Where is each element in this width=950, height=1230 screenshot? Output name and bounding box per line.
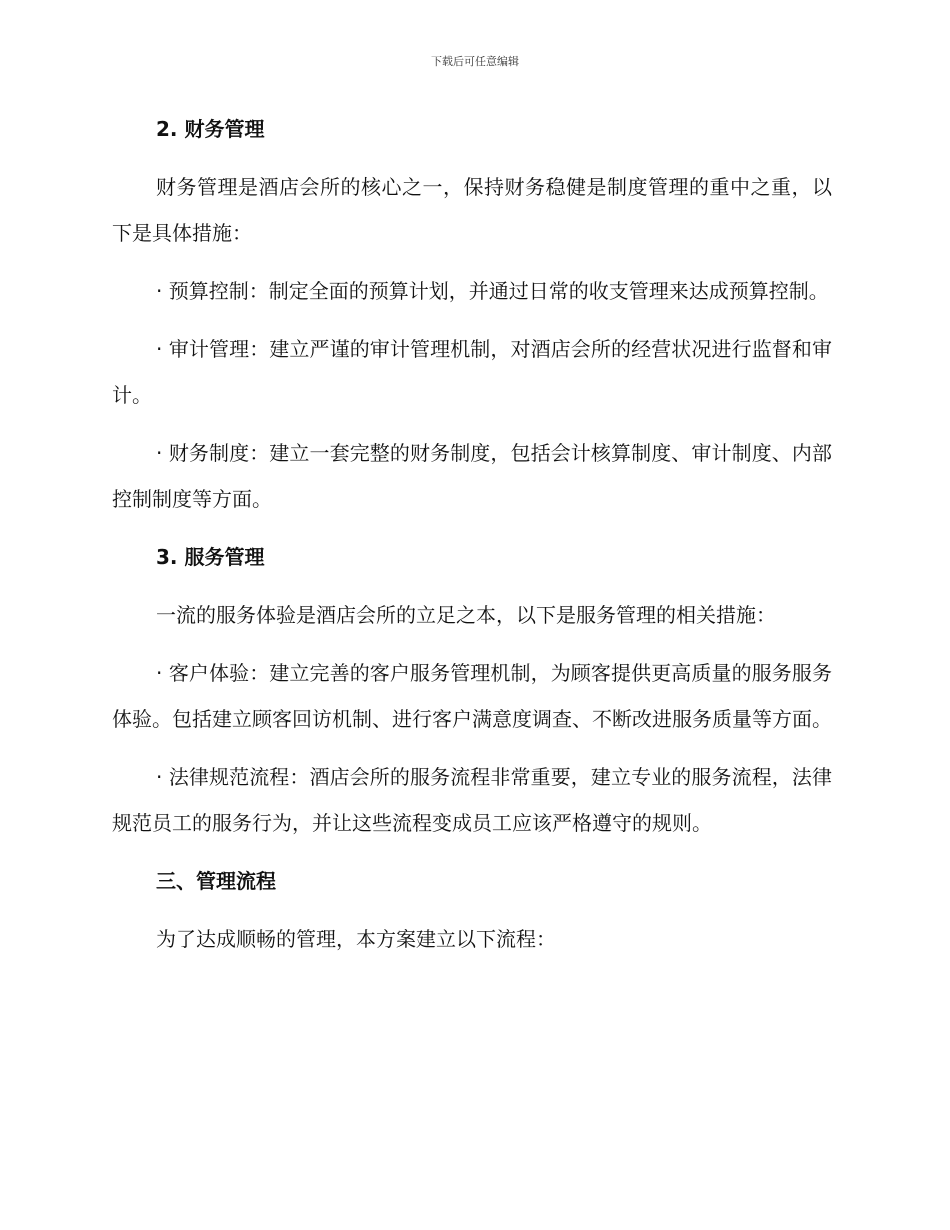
section-heading-management-process: 三、管理流程 [156,869,276,893]
paragraph-finance-intro: 财务管理是酒店会所的核心之一，保持财务稳健是制度管理的重中之重，以下是具体措施： [112,175,832,245]
bullet-finance-system: · 财务制度：建立一套完整的财务制度，包括会计核算制度、审计制度、内部控制制度等方面。 [112,441,832,511]
section-heading-finance: 2. 财务管理 [156,117,265,141]
paragraph-service-intro: 一流的服务体验是酒店会所的立足之本，以下是服务管理的相关措施： [156,603,776,627]
bullet-service-process: · 法律规范流程：酒店会所的服务流程非常重要，建立专业的服务流程，法律规范员工的服务行为，并让这些流程变成员工应该严格遵守的规则。 [112,765,832,835]
page-header-note: 下载后可任意编辑 [431,55,519,68]
bullet-customer-experience: · 客户体验：建立完善的客户服务管理机制，为顾客提供更高质量的服务服务体验。包括建立顾客回访机制、进行客户满意度调查、不断改进服务质量等方面。 [112,661,832,731]
section-heading-service: 3. 服务管理 [156,545,265,569]
document-body [112,106,832,974]
paragraph-process-intro: 为了达成顺畅的管理，本方案建立以下流程： [156,927,556,951]
bullet-audit-management: · 审计管理：建立严谨的审计管理机制，对酒店会所的经营状况进行监督和审计。 [112,337,832,407]
bullet-budget-control: · 预算控制：制定全面的预算计划，并通过日常的收支管理来达成预算控制。 [156,279,829,303]
